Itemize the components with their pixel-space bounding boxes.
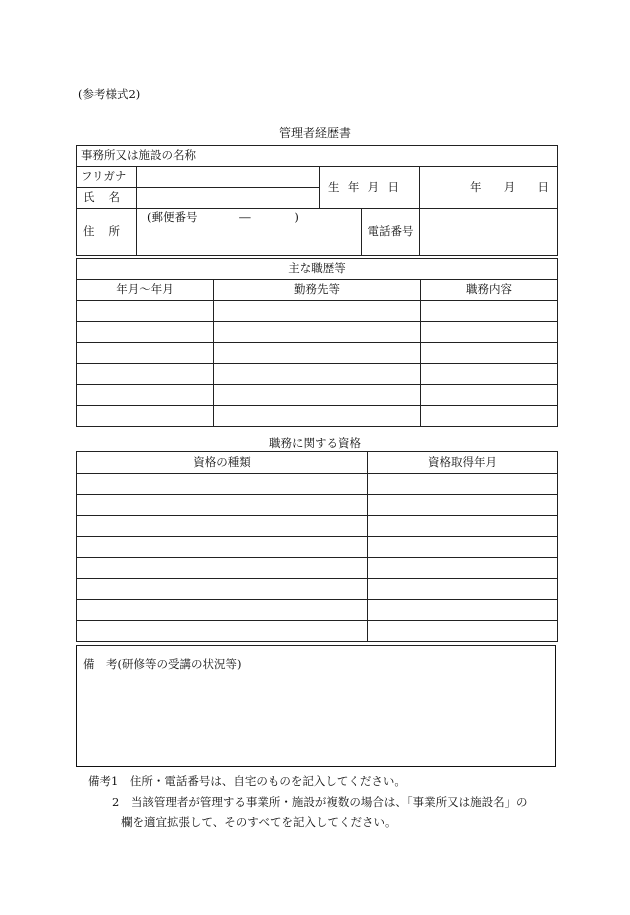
career-row — [77, 343, 558, 364]
career-row — [77, 406, 558, 427]
career-col-period: 年月～年月 — [77, 280, 214, 301]
qualification-cell[interactable] — [77, 558, 368, 579]
postal-dash: ― — [239, 210, 251, 224]
page-title: 管理者経歴書 — [278, 126, 351, 140]
note-2-line-1: 2 当該管理者が管理する事業所・施設が複数の場合は、「事業所又は施設名」の — [112, 795, 528, 809]
remarks-box[interactable] — [76, 645, 556, 767]
phone-input[interactable] — [420, 209, 558, 256]
career-cell[interactable] — [77, 385, 214, 406]
name-input[interactable] — [137, 188, 320, 209]
qualification-row — [77, 621, 558, 642]
career-col-employer: 勤務先等 — [214, 280, 421, 301]
career-cell[interactable] — [77, 406, 214, 427]
career-cell[interactable] — [214, 364, 421, 385]
qualification-row — [77, 474, 558, 495]
qualification-row — [77, 600, 558, 621]
career-row — [77, 322, 558, 343]
career-cell[interactable] — [421, 406, 558, 427]
qualification-cell[interactable] — [77, 537, 368, 558]
qualification-cell[interactable] — [368, 600, 558, 621]
qualification-cell[interactable] — [368, 558, 558, 579]
qualification-row — [77, 516, 558, 537]
career-table — [76, 258, 558, 427]
career-col-duties: 職務内容 — [421, 280, 558, 301]
qual-col-type: 資格の種類 — [77, 452, 368, 474]
career-cell[interactable] — [214, 406, 421, 427]
qualification-cell[interactable] — [77, 600, 368, 621]
qualification-cell[interactable] — [77, 579, 368, 600]
qualification-row — [77, 558, 558, 579]
birthdate-label: 生 年 月 日 — [320, 167, 420, 209]
qualification-cell[interactable] — [77, 516, 368, 537]
career-cell[interactable] — [421, 301, 558, 322]
career-cell[interactable] — [77, 343, 214, 364]
postal-close: ) — [294, 210, 299, 224]
career-cell[interactable] — [421, 343, 558, 364]
address-input[interactable] — [137, 209, 362, 256]
career-cell[interactable] — [214, 322, 421, 343]
furigana-label: フリガナ — [77, 167, 137, 188]
career-row — [77, 301, 558, 322]
phone-label: 電話番号 — [362, 209, 420, 256]
career-cell[interactable] — [77, 322, 214, 343]
note-1: 備考1 住所・電話番号は、自宅のものを記入してください。 — [88, 774, 406, 788]
career-cell[interactable] — [421, 322, 558, 343]
remarks-label: 備 考(研修等の受講の状況等) — [83, 657, 242, 671]
career-cell[interactable] — [421, 385, 558, 406]
furigana-input[interactable] — [137, 167, 320, 188]
career-cell[interactable] — [214, 301, 421, 322]
career-row — [77, 385, 558, 406]
address-label: 住 所 — [77, 209, 137, 256]
birthdate-input[interactable]: 年 月 日 — [420, 167, 558, 209]
note-2-line-2: 欄を適宜拡張して、そのすべてを記入してください。 — [121, 815, 397, 829]
qualification-row — [77, 537, 558, 558]
form-reference: (参考様式2) — [78, 87, 141, 101]
qualification-cell[interactable] — [77, 621, 368, 642]
career-cell[interactable] — [77, 301, 214, 322]
qualification-row — [77, 495, 558, 516]
header-table — [76, 145, 558, 256]
qualification-cell[interactable] — [368, 516, 558, 537]
qualification-cell[interactable] — [368, 537, 558, 558]
career-cell[interactable] — [421, 364, 558, 385]
name-label: 氏 名 — [77, 188, 137, 209]
career-cell[interactable] — [214, 385, 421, 406]
career-cell[interactable] — [214, 343, 421, 364]
qualification-cell[interactable] — [368, 495, 558, 516]
career-row — [77, 364, 558, 385]
career-cell[interactable] — [77, 364, 214, 385]
qual-col-date: 資格取得年月 — [368, 452, 558, 474]
qualification-cell[interactable] — [77, 474, 368, 495]
postal-label: (郵便番号 — [147, 210, 198, 224]
career-section-title: 主な職歴等 — [77, 259, 558, 280]
qualification-cell[interactable] — [368, 474, 558, 495]
facility-name-field[interactable]: 事務所又は施設の名称 — [77, 146, 558, 167]
qualification-cell[interactable] — [368, 621, 558, 642]
qualification-cell[interactable] — [77, 495, 368, 516]
qualification-section-title: 職務に関する資格 — [269, 436, 361, 450]
qualification-cell[interactable] — [368, 579, 558, 600]
qualification-table — [76, 451, 558, 642]
qualification-row — [77, 579, 558, 600]
